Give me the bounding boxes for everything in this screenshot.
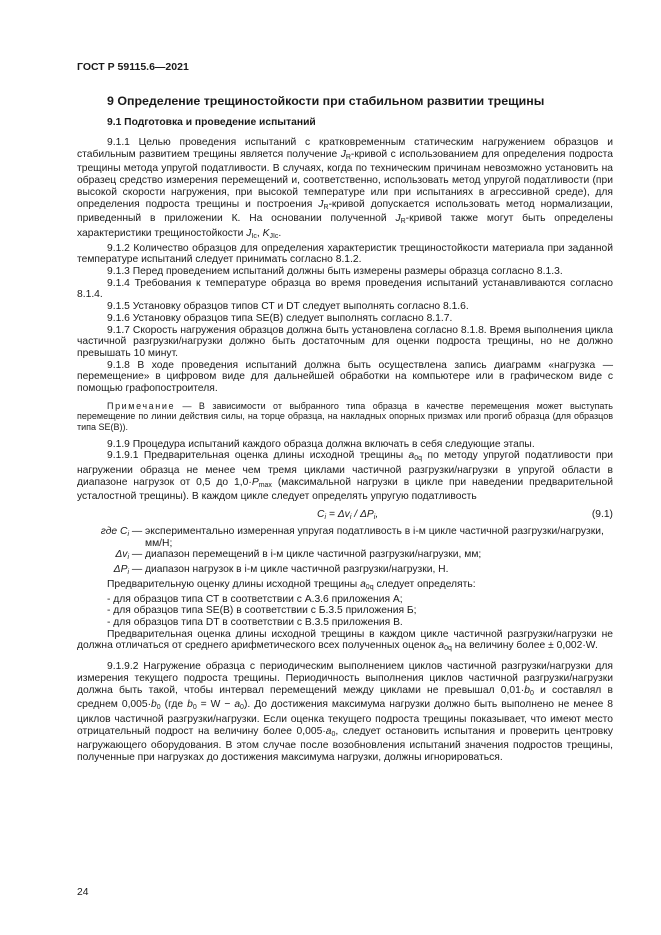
document-header: ГОСТ Р 59115.6—2021 [77,61,189,73]
formula-number: (9.1) [591,509,613,521]
definition-symbol: где $C_i$ [100,526,129,539]
definition-text: диапазон нагрузок в i-м цикле частичной разгрузки/нагрузки, Н. [145,564,449,576]
paragraph-9-1-5: 9.1.5 Установку образцов типов СТ и DT следует выполнять согласно 8.1.6. [107,301,469,313]
definition-text: экспериментально измеренная упругая податливость в i-м цикле частичной разгрузки/нагрузки, мм/Н; [145,526,604,549]
paragraph-preliminary-deviation: Предварительная оценка длины исходной трещины в каждом цикле частичной разгрузки/нагрузки не должна отличаться от среднего арифметического всех полученных оценок $a_{0q}$ на величину более ± 0,002·W. [77,628,613,653]
paragraph-9-1-3: 9.1.3 Перед проведением испытаний должны быть измерены размеры образца согласно 8.1.3. [107,266,563,278]
subsection-title: 9.1 Подготовка и проведение испытаний [107,117,316,128]
paragraph-preliminary-intro: Предварительную оценку длины исходной трещины $a_{0q}$ следует определять: [107,578,476,591]
definition-dash: — [131,549,143,561]
definition-text: диапазон перемещений в i-м цикле частичной разгрузки/нагрузки, мм; [145,549,482,561]
definition-symbol: $\Delta v_i$ [115,549,129,562]
paragraph-9-1-9: 9.1.9 Процедура испытаний каждого образца должна включать в себя следующие этапы. [107,438,535,450]
definition-row [77,564,613,579]
paragraph-9-1-9-2: 9.1.9.2 Нагружение образца с периодическим выполнением циклов частичной разгрузки/нагрузки для измерения текущего подроста трещины. Периодичность выполнения циклов частичной разгрузки/нагрузки должна быть такой, чтобы интервал перемещений между циклами не превышал $0,01\cdot b_0$ и составлял в среднем $0,005\cdot b_0$ (где $b_0 = W - a_0$). До достижения максимума нагрузки должно быть выполнено не менее 8 циклов частичной разгрузки/нагрузки. Если оценка текущего подроста трещины показывает, что имеют место отрицательный подрост на величину более $0,005\cdot a_0$, следует остановить испытания и проверить центровку нагружающего оборудования. В этом случае после возобновления испытаний значения подростов трещины, полученные при нагрузках до достижения максимума нагрузки, должны игнорироваться. [77,661,613,764]
definition-row [77,526,613,549]
document-body [77,137,613,764]
page-number: 24 [77,887,89,898]
formula-definitions [77,526,613,579]
definition-row [77,549,613,564]
specimen-type-list [77,594,613,629]
paragraph-9-1-2: 9.1.2 Количество образцов для определения характеристик трещиностойкости материала при заданной температуре испытаний следует принимать согласно 8.1.2. [77,242,613,266]
section-title: 9 Определение трещиностойкости при стабильном развитии трещины [107,94,545,108]
formula-expression: $C_i = \Delta v_i / \Delta P_i$, [317,509,379,522]
paragraph-9-1-1: 9.1.1 Целью проведения испытаний с кратковременным статическим нагружением образцов и стабильным развитием трещины является получение $J_R$-кривой с использованием для определения подроста трещины метода упругой податливости. В случаях, когда по техническим причинам невозможно установить на образец средство измерения перемещений и, соответственно, использовать метод упругой податливости (при высокой скорости нагружения, при высокой температуре или при испытаниях в агрессивной среде), для определения подроста трещины и построения $J_R$-кривой допускается использовать метод нормализации, приведенный в приложении К. На основании полученной $J_R$-кривой также могут быть определены характеристики трещиностойкости $J_{Ic}$, $K_{JIc}$. [77,137,614,240]
paragraph-9-1-9-1: 9.1.9.1 Предварительная оценка длины исходной трещины $a_{0q}$ по методу упругой податливости при нагружении образца не менее чем тремя циклами частичной разгрузки/нагрузки в упругой области в диапазоне нагрузок от 0,5 до $1,0\cdot P_{max}$ (максимальной нагрузки в цикле при наведении предварительной усталостной трещины). В каждом цикле следует определять упругую податливость [77,450,613,503]
formula-9-1 [77,507,613,524]
list-item: - для образцов типа СТ в соответствии с А.3.6 приложения А; [107,593,403,605]
paragraph-9-1-8: 9.1.8 В ходе проведения испытаний должна быть осуществлена запись диаграмм «нагрузка — перемещение» в цифровом виде для дальнейшей обработки на компьютере или в графическом виде с помощью графопостроителя. [77,359,613,395]
note-label: Примечание [107,400,176,411]
paragraph-9-1-4: 9.1.4 Требования к температуре образца во время проведения испытаний устанавливаются согласно 8.1.4. [77,277,613,301]
paragraph-9-1-7: 9.1.7 Скорость нагружения образцов должна быть установлена согласно 8.1.8. Время выполнения цикла частичной разгрузки/нагрузки должно быть достаточным для оценки подроста трещины, но не должно превышать 10 минут. [77,324,613,359]
note-text: — В зависимости от выбранного типа образца в качестве перемещения может выступать перемещение по линии действия силы, на торце образца, на накладных опорных призмах или прогиб образца (для образцов типа SE(B)). [77,400,613,432]
list-item: - для образцов типа SE(B) в соответствии с Б.3.5 приложения Б; [107,605,417,617]
list-item: - для образцов типа DT в соответствии с В.3.5 приложения В. [107,616,403,628]
definition-dash: — [131,564,143,576]
definition-symbol: $\Delta P_i$ [113,564,129,577]
paragraph-9-1-6: 9.1.6 Установку образцов типа SE(B) следует выполнять согласно 8.1.7. [107,312,453,324]
note [77,401,613,433]
definition-dash: — [131,526,143,538]
